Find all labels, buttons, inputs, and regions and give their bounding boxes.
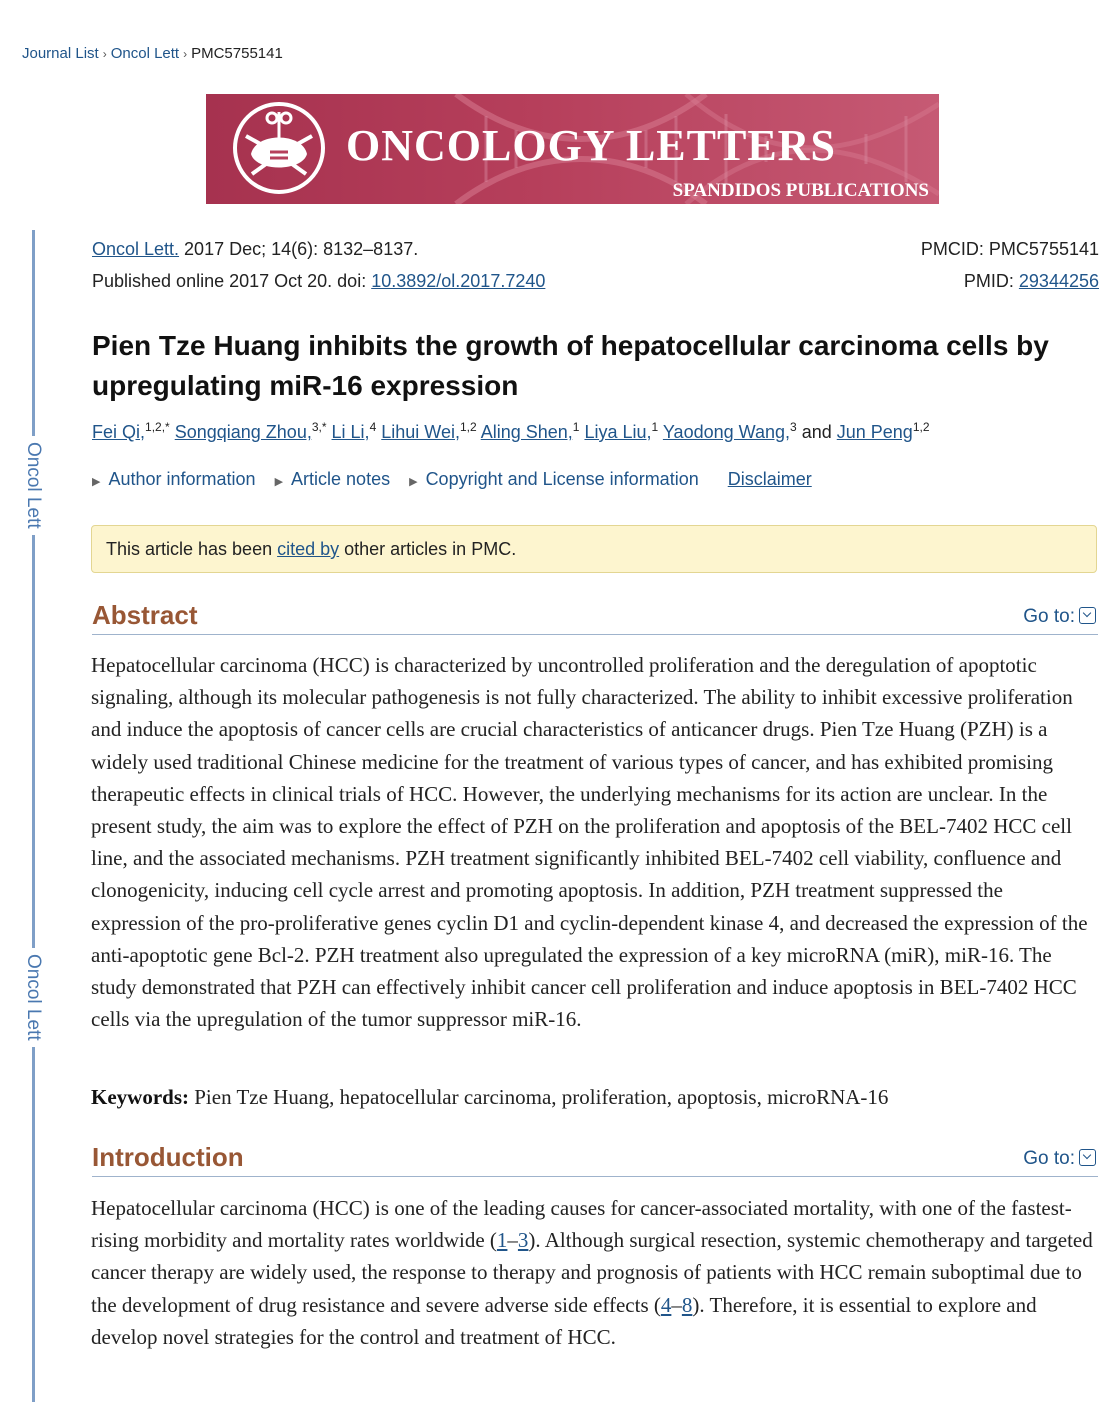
breadcrumb-oncol-lett[interactable]: Oncol Lett [110, 45, 180, 62]
breadcrumb-separator: › [102, 47, 107, 61]
abstract-goto-button[interactable] [1023, 606, 1096, 628]
disclaimer-link[interactable]: Disclaimer [727, 469, 812, 489]
author-link[interactable]: Liya Liu, [584, 422, 652, 442]
published-date: Published online 2017 Oct 20. doi: [92, 271, 372, 291]
expand-triangle-icon: ▶ [409, 476, 418, 488]
article-notes-toggle[interactable]: Article notes [291, 469, 391, 489]
author-link[interactable]: Songqiang Zhou, [174, 422, 312, 442]
ref-dash: – [671, 1292, 682, 1317]
keywords-label: Keywords: [91, 1085, 189, 1109]
pmid-link[interactable]: 29344256 [1018, 271, 1099, 291]
author-affiliation: 1,2 [459, 420, 477, 434]
intro-text-segment: ). Although surgical resection, systemic chemotherapy and targeted cancer therapy are widely used, the response to therapy and prognosis of patients with HCC remain suboptimal due to the development of drug resistance and severe adverse side effects ( [91, 1228, 1093, 1317]
author-affiliation: 3,* [311, 420, 327, 434]
sidebar-journal-label[interactable]: Oncol Lett [24, 436, 44, 535]
author-affiliation: 4 [369, 420, 377, 434]
introduction-goto-button[interactable] [1023, 1148, 1096, 1170]
journal-link[interactable]: Oncol Lett. [92, 239, 180, 259]
author-affiliation: 1,2,* [145, 420, 170, 434]
reference-link[interactable]: 4 [660, 1292, 672, 1317]
copyright-toggle[interactable]: Copyright and License information [425, 469, 699, 489]
citation-issue: 2017 Dec; 14(6): 8132–8137. [179, 239, 419, 259]
author-link[interactable]: Lihui Wei, [381, 422, 460, 442]
introduction-heading: Introduction [92, 1142, 244, 1172]
author-link[interactable]: Aling Shen, [480, 422, 573, 442]
author-affiliation: 3 [789, 420, 797, 434]
breadcrumb-current: PMC5755141 [191, 45, 283, 62]
keywords [91, 1085, 888, 1110]
sidebar-journal-label[interactable]: Oncol Lett [24, 948, 44, 1047]
goto-label: Go to: [1023, 606, 1075, 627]
doi-link[interactable]: 10.3892/ol.2017.7240 [371, 271, 546, 291]
expand-triangle-icon: ▶ [274, 476, 284, 488]
authors-and: and [801, 422, 832, 442]
introduction-header [92, 1142, 1098, 1177]
cited-by-text: other articles in PMC. [339, 539, 517, 559]
author-link[interactable]: Jun Peng [836, 422, 913, 442]
author-link[interactable]: Li Li, [331, 422, 370, 442]
breadcrumb-journal-list[interactable]: Journal List [22, 45, 99, 62]
citation-block [92, 233, 545, 297]
author-link[interactable]: Fei Qi, [92, 422, 146, 442]
chevron-down-icon [1079, 607, 1096, 624]
keywords-value: Pien Tze Huang, hepatocellular carcinoma, proliferation, apoptosis, microRNA-16 [189, 1085, 889, 1109]
abstract-heading: Abstract [92, 600, 198, 630]
journal-logo-icon [235, 104, 323, 192]
abstract-text: Hepatocellular carcinoma (HCC) is characterized by uncontrolled proliferation and the deregulation of apoptotic signaling, although its molecular pathogenesis is not fully characterized. The ability to inhibit excessive proliferation and induce the apoptosis of cancer cells are crucial characteristics of anticancer drugs. Pien Tze Huang (PZH) is a widely used traditional Chinese medicine for the treatment of various types of cancer, and has exhibited promising therapeutic effects in clinical trials of HCC. However, the underlying mechanisms for its action are unclear. In the present study, the aim was to explore the effect of PZH on the proliferation and apoptosis of the BEL-7402 HCC cell line, and the associated mechanisms. PZH treatment significantly inhibited BEL-7402 cell viability, confluence and clonogenicity, inducing cell cycle arrest and promoting apoptosis. In addition, PZH treatment suppressed the expression of the pro-proliferative genes cyclin D1 and cyclin-dependent kinase 4, and decreased the expression of the anti-apoptotic gene Bcl-2. PZH treatment also upregulated the expression of a key microRNA (miR), miR-16. The study demonstrated that PZH can effectively inhibit cancer cell proliferation and induce apoptosis in BEL-7402 HCC cells via the upregulation of the tumor suppressor miR-16. [91, 653, 1088, 1032]
cited-by-text: This article has been [106, 539, 278, 559]
author-affiliation: 1,2 [912, 420, 930, 434]
author-information-toggle[interactable]: Author information [108, 469, 256, 489]
reference-link[interactable]: 1 [496, 1228, 508, 1253]
introduction-text [91, 1192, 1097, 1353]
author-link[interactable]: Yaodong Wang, [662, 422, 790, 442]
reference-link[interactable]: 8 [681, 1292, 693, 1317]
pmid-label: PMID: [963, 271, 1019, 291]
cited-by-link[interactable]: cited by [277, 539, 340, 559]
article-meta-links [92, 469, 812, 490]
author-list [92, 420, 1092, 443]
pmcid: PMCID: PMC5755141 [920, 239, 1099, 259]
ref-dash: – [507, 1228, 518, 1253]
author-affiliation: 1 [572, 420, 580, 434]
breadcrumb-separator: › [183, 47, 188, 61]
publisher-name: SPANDIDOS PUBLICATIONS [672, 180, 929, 201]
journal-title: ONCOLOGY LETTERS [346, 121, 836, 170]
breadcrumb [22, 45, 283, 62]
reference-link[interactable]: 3 [517, 1228, 529, 1253]
goto-label: Go to: [1023, 1148, 1075, 1169]
author-affiliation: 1 [651, 420, 659, 434]
sidebar-rail [32, 230, 35, 1402]
cited-by-notice [91, 525, 1097, 573]
journal-banner[interactable] [206, 94, 939, 204]
intro-text-segment: ). Therefore, it is essential to explore and develop novel strategies for the control and treatment of HCC. [91, 1292, 1037, 1349]
article-ids [921, 233, 1099, 297]
abstract-header [92, 600, 1098, 635]
article-title: Pien Tze Huang inhibits the growth of hepatocellular carcinoma cells by upregulating miR-16 expression [92, 330, 1049, 401]
expand-triangle-icon: ▶ [92, 476, 101, 488]
chevron-down-icon [1079, 1149, 1096, 1166]
intro-text-segment: Hepatocellular carcinoma (HCC) is one of the leading causes for cancer-associated mortality, with one of the fastest-rising morbidity and mortality rates worldwide ( [91, 1196, 1072, 1253]
